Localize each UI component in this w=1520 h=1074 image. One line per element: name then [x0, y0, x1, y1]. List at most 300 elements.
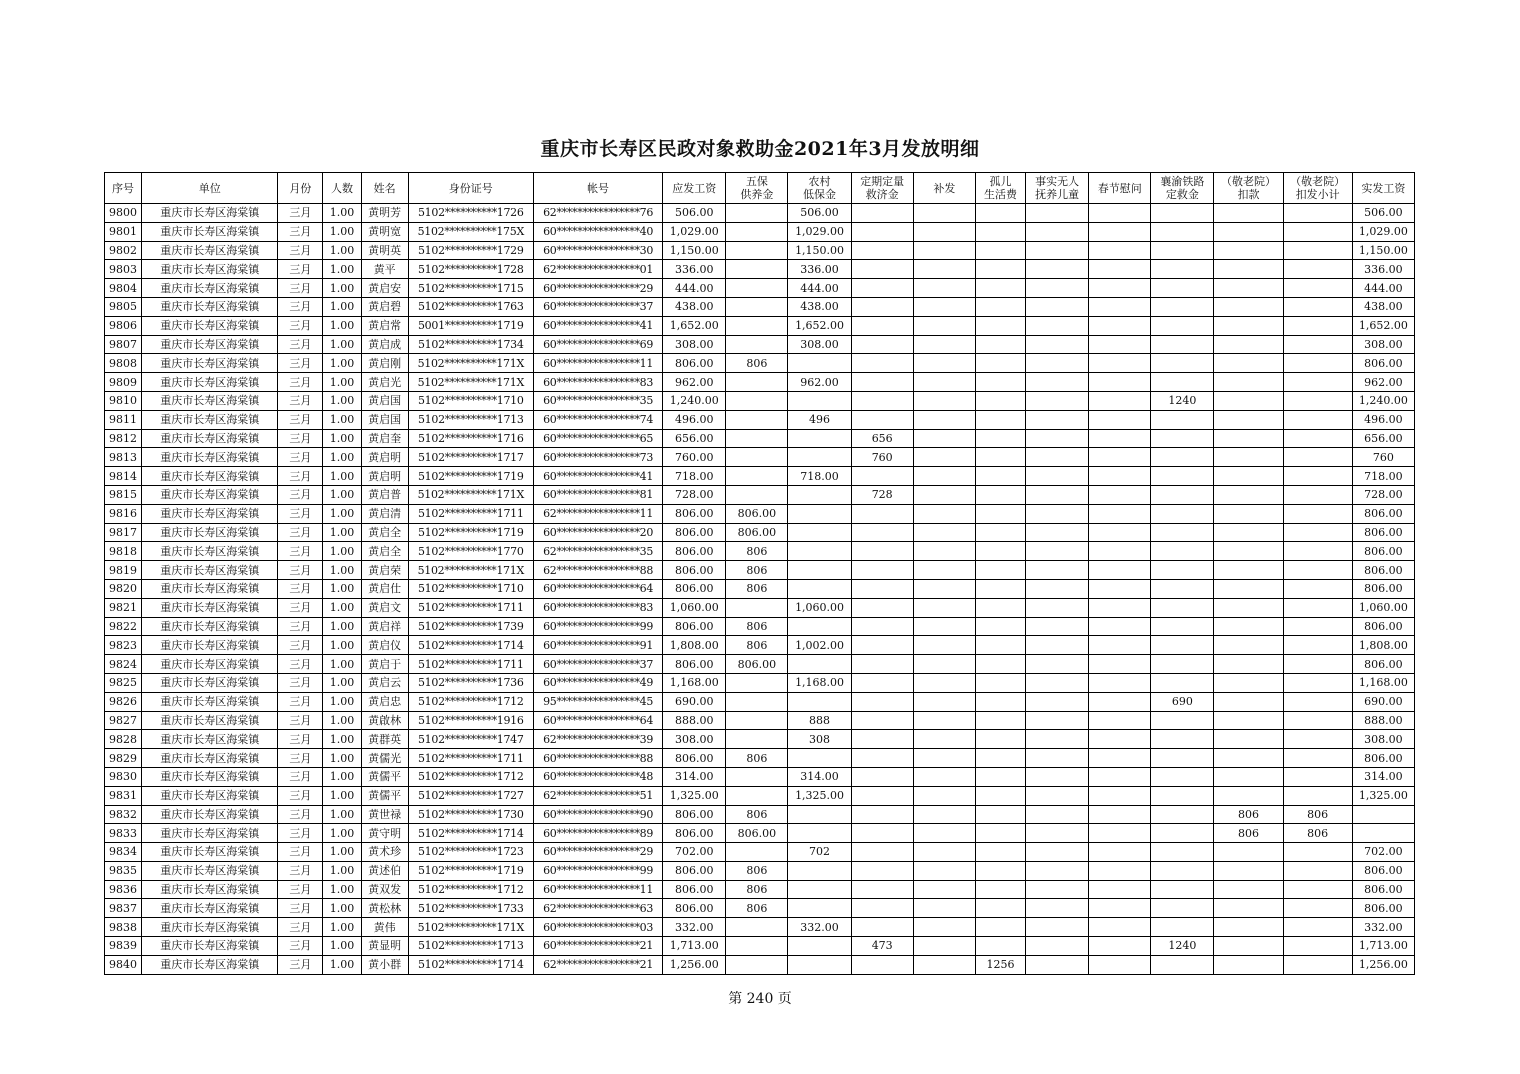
- table-cell: 1.00: [323, 955, 361, 974]
- table-cell: [1283, 448, 1352, 467]
- table-cell: [913, 880, 975, 899]
- table-cell: 三月: [278, 579, 323, 598]
- table-cell: [1026, 655, 1089, 674]
- table-cell: [851, 335, 913, 354]
- table-cell: [1214, 222, 1283, 241]
- table-cell: [788, 655, 851, 674]
- table-cell: [975, 598, 1025, 617]
- table-cell: [1214, 335, 1283, 354]
- table-cell: 332.00: [1352, 918, 1414, 937]
- table-cell: 9834: [105, 843, 142, 862]
- table-cell: 806: [726, 617, 788, 636]
- table-cell: [1151, 824, 1214, 843]
- table-cell: [1283, 373, 1352, 392]
- table-cell: 1.00: [323, 824, 361, 843]
- table-cell: 806: [726, 749, 788, 768]
- table-cell: [1214, 937, 1283, 956]
- table-cell: 62****************11: [533, 504, 662, 523]
- table-cell: 60****************65: [533, 429, 662, 448]
- table-cell: [726, 335, 788, 354]
- table-cell: 806: [1214, 805, 1283, 824]
- table-cell: 1.00: [323, 711, 361, 730]
- table-cell: [913, 260, 975, 279]
- table-cell: [913, 485, 975, 504]
- table-cell: 黄平: [361, 260, 408, 279]
- table-cell: [1089, 373, 1151, 392]
- table-cell: 重庆市长寿区海棠镇: [142, 542, 278, 561]
- table-cell: [1089, 786, 1151, 805]
- table-cell: [913, 297, 975, 316]
- table-cell: 5102**********1715: [408, 279, 533, 298]
- table-cell: 黄启仪: [361, 636, 408, 655]
- table-cell: [851, 241, 913, 260]
- table-cell: 9814: [105, 467, 142, 486]
- table-cell: 重庆市长寿区海棠镇: [142, 918, 278, 937]
- table-cell: [975, 824, 1025, 843]
- table-cell: 60****************41: [533, 316, 662, 335]
- table-cell: 806: [1283, 824, 1352, 843]
- table-cell: 三月: [278, 636, 323, 655]
- table-cell: [975, 899, 1025, 918]
- table-cell: 1.00: [323, 279, 361, 298]
- table-row: [105, 598, 1415, 617]
- table-cell: [851, 786, 913, 805]
- table-row: [105, 805, 1415, 824]
- table-cell: 806.00: [726, 523, 788, 542]
- table-cell: [726, 279, 788, 298]
- table-cell: [975, 843, 1025, 862]
- table-cell: 9818: [105, 542, 142, 561]
- table-cell: 1,168.00: [788, 673, 851, 692]
- table-row: [105, 673, 1415, 692]
- table-cell: 9827: [105, 711, 142, 730]
- table-cell: [1089, 880, 1151, 899]
- table-cell: [1283, 636, 1352, 655]
- table-cell: [788, 861, 851, 880]
- table-cell: 336.00: [788, 260, 851, 279]
- page-number: 第 240 页: [728, 991, 792, 1007]
- table-cell: 1,713.00: [663, 937, 726, 956]
- table-cell: [1151, 730, 1214, 749]
- table-cell: [788, 899, 851, 918]
- table-cell: [851, 617, 913, 636]
- table-row: [105, 749, 1415, 768]
- table-cell: [1214, 692, 1283, 711]
- table-cell: 1.00: [323, 504, 361, 523]
- table-cell: 1,652.00: [663, 316, 726, 335]
- table-cell: [913, 636, 975, 655]
- table-cell: [1151, 861, 1214, 880]
- table-cell: [1151, 636, 1214, 655]
- table-cell: [726, 222, 788, 241]
- table-cell: [913, 730, 975, 749]
- table-row: [105, 222, 1415, 241]
- table-cell: 重庆市长寿区海棠镇: [142, 467, 278, 486]
- table-cell: 806.00: [663, 504, 726, 523]
- table-cell: 5102**********175X: [408, 222, 533, 241]
- table-cell: 806.00: [726, 655, 788, 674]
- table-cell: [1283, 354, 1352, 373]
- table-cell: [975, 391, 1025, 410]
- table-cell: [1283, 504, 1352, 523]
- table-cell: 438.00: [1352, 297, 1414, 316]
- table-cell: 三月: [278, 373, 323, 392]
- table-cell: 60****************40: [533, 222, 662, 241]
- column-header: 实发工资: [1352, 173, 1414, 204]
- table-cell: [1151, 373, 1214, 392]
- table-cell: 806.00: [726, 504, 788, 523]
- table-cell: 5102**********1719: [408, 467, 533, 486]
- table-cell: 三月: [278, 655, 323, 674]
- table-cell: [1151, 204, 1214, 223]
- table-cell: 重庆市长寿区海棠镇: [142, 955, 278, 974]
- table-row: [105, 880, 1415, 899]
- table-cell: [1151, 786, 1214, 805]
- table-cell: 806.00: [663, 861, 726, 880]
- table-cell: 702: [788, 843, 851, 862]
- table-cell: 760: [1352, 448, 1414, 467]
- table-cell: 1,029.00: [1352, 222, 1414, 241]
- table-cell: 9804: [105, 279, 142, 298]
- table-cell: 三月: [278, 504, 323, 523]
- table-cell: 黄启成: [361, 335, 408, 354]
- table-cell: 9801: [105, 222, 142, 241]
- table-cell: [1026, 297, 1089, 316]
- table-cell: 重庆市长寿区海棠镇: [142, 786, 278, 805]
- table-cell: 690.00: [663, 692, 726, 711]
- table-cell: 308.00: [663, 335, 726, 354]
- table-cell: [975, 561, 1025, 580]
- table-cell: [1214, 373, 1283, 392]
- table-cell: [1089, 730, 1151, 749]
- table-cell: 9805: [105, 297, 142, 316]
- table-cell: [1089, 598, 1151, 617]
- table-cell: [913, 542, 975, 561]
- table-cell: 1.00: [323, 448, 361, 467]
- table-cell: [913, 504, 975, 523]
- table-cell: 1,029.00: [663, 222, 726, 241]
- table-cell: 9830: [105, 767, 142, 786]
- table-cell: 444.00: [663, 279, 726, 298]
- table-cell: 黄启仕: [361, 579, 408, 598]
- table-cell: [1151, 241, 1214, 260]
- table-cell: 黄启碧: [361, 297, 408, 316]
- table-cell: [851, 655, 913, 674]
- table-cell: [1214, 429, 1283, 448]
- table-cell: [851, 861, 913, 880]
- table-cell: [1214, 880, 1283, 899]
- table-cell: [726, 955, 788, 974]
- table-cell: [1214, 767, 1283, 786]
- table-cell: 5102**********1733: [408, 899, 533, 918]
- table-cell: [1214, 711, 1283, 730]
- table-cell: 黄明英: [361, 241, 408, 260]
- table-cell: 60****************83: [533, 373, 662, 392]
- table-cell: [788, 937, 851, 956]
- table-cell: 888.00: [1352, 711, 1414, 730]
- table-cell: [851, 279, 913, 298]
- table-cell: 1.00: [323, 204, 361, 223]
- table-cell: [851, 373, 913, 392]
- table-cell: [975, 260, 1025, 279]
- table-cell: 三月: [278, 749, 323, 768]
- table-cell: [1151, 410, 1214, 429]
- table-cell: 888: [788, 711, 851, 730]
- table-cell: 60****************99: [533, 861, 662, 880]
- table-row: [105, 824, 1415, 843]
- table-cell: [913, 467, 975, 486]
- table-cell: 三月: [278, 598, 323, 617]
- table-cell: 314.00: [1352, 767, 1414, 786]
- table-cell: 5102**********1710: [408, 391, 533, 410]
- table-cell: [1089, 918, 1151, 937]
- table-cell: [1151, 354, 1214, 373]
- table-cell: [975, 335, 1025, 354]
- table-cell: 三月: [278, 391, 323, 410]
- page-title: 重庆市长寿区民政对象救助金2021年3月发放明细: [540, 138, 980, 160]
- table-cell: [1089, 824, 1151, 843]
- table-cell: 5102**********171X: [408, 918, 533, 937]
- table-cell: [1283, 429, 1352, 448]
- table-cell: [851, 692, 913, 711]
- table-cell: 496: [788, 410, 851, 429]
- table-row: [105, 561, 1415, 580]
- table-cell: [1214, 504, 1283, 523]
- table-cell: 三月: [278, 918, 323, 937]
- table-cell: 9819: [105, 561, 142, 580]
- table-cell: [788, 354, 851, 373]
- table-cell: [1283, 241, 1352, 260]
- table-cell: [913, 786, 975, 805]
- table-row: [105, 354, 1415, 373]
- table-cell: 5102**********1711: [408, 598, 533, 617]
- table-cell: 1.00: [323, 843, 361, 862]
- table-cell: 60****************11: [533, 880, 662, 899]
- table-cell: [1283, 297, 1352, 316]
- relief-payment-table: [104, 172, 1415, 975]
- table-row: [105, 467, 1415, 486]
- table-cell: 62****************39: [533, 730, 662, 749]
- table-cell: [1089, 504, 1151, 523]
- table-cell: [851, 204, 913, 223]
- table-cell: 5102**********1747: [408, 730, 533, 749]
- table-cell: 1.00: [323, 373, 361, 392]
- table-cell: 806.00: [1352, 542, 1414, 561]
- table-cell: 1,150.00: [663, 241, 726, 260]
- table-cell: 806: [726, 542, 788, 561]
- table-cell: 黄启全: [361, 523, 408, 542]
- table-cell: 1.00: [323, 730, 361, 749]
- table-cell: 黄启常: [361, 316, 408, 335]
- table-cell: [1214, 204, 1283, 223]
- table-cell: [975, 504, 1025, 523]
- table-cell: [1026, 241, 1089, 260]
- table-cell: 496.00: [1352, 410, 1414, 429]
- table-cell: [851, 899, 913, 918]
- table-cell: [975, 373, 1025, 392]
- table-cell: [851, 222, 913, 241]
- table-cell: 444.00: [1352, 279, 1414, 298]
- table-cell: 重庆市长寿区海棠镇: [142, 636, 278, 655]
- table-cell: 506.00: [788, 204, 851, 223]
- table-cell: 三月: [278, 824, 323, 843]
- table-cell: [788, 617, 851, 636]
- table-cell: [1089, 354, 1151, 373]
- table-cell: 重庆市长寿区海棠镇: [142, 316, 278, 335]
- table-cell: [975, 805, 1025, 824]
- table-cell: [913, 655, 975, 674]
- table-cell: [726, 241, 788, 260]
- table-cell: [1151, 749, 1214, 768]
- table-cell: [788, 429, 851, 448]
- table-cell: 三月: [278, 561, 323, 580]
- table-cell: [913, 354, 975, 373]
- table-cell: 806: [726, 354, 788, 373]
- table-cell: 黄松林: [361, 899, 408, 918]
- table-cell: 1,150.00: [788, 241, 851, 260]
- table-cell: [851, 260, 913, 279]
- table-cell: [1089, 260, 1151, 279]
- table-cell: [975, 241, 1025, 260]
- table-cell: 9826: [105, 692, 142, 711]
- table-cell: [975, 429, 1025, 448]
- table-cell: 重庆市长寿区海棠镇: [142, 204, 278, 223]
- table-cell: 三月: [278, 786, 323, 805]
- table-cell: 60****************99: [533, 617, 662, 636]
- table-cell: 9802: [105, 241, 142, 260]
- table-cell: [1283, 316, 1352, 335]
- table-cell: 三月: [278, 241, 323, 260]
- table-cell: 5102**********1711: [408, 655, 533, 674]
- table-cell: [1151, 918, 1214, 937]
- table-cell: 60****************89: [533, 824, 662, 843]
- table-cell: 5102**********1728: [408, 260, 533, 279]
- table-row: [105, 617, 1415, 636]
- table-cell: 三月: [278, 429, 323, 448]
- table-cell: [726, 711, 788, 730]
- column-header: 序号: [105, 173, 142, 204]
- table-cell: 1.00: [323, 241, 361, 260]
- table-cell: [1089, 523, 1151, 542]
- table-cell: 三月: [278, 335, 323, 354]
- table-cell: [788, 561, 851, 580]
- table-cell: [913, 373, 975, 392]
- table-cell: 重庆市长寿区海棠镇: [142, 523, 278, 542]
- table-cell: 黄儒光: [361, 749, 408, 768]
- table-cell: 黄启明: [361, 467, 408, 486]
- table-cell: [851, 673, 913, 692]
- table-cell: [975, 636, 1025, 655]
- table-cell: 806.00: [1352, 354, 1414, 373]
- table-cell: [1026, 354, 1089, 373]
- table-cell: [913, 598, 975, 617]
- table-cell: [1214, 542, 1283, 561]
- table-row: [105, 448, 1415, 467]
- table-cell: [726, 260, 788, 279]
- table-cell: [913, 204, 975, 223]
- table-cell: [851, 749, 913, 768]
- table-cell: 5102**********171X: [408, 561, 533, 580]
- table-cell: [1026, 636, 1089, 655]
- table-cell: 重庆市长寿区海棠镇: [142, 692, 278, 711]
- table-cell: 62****************76: [533, 204, 662, 223]
- table-row: [105, 316, 1415, 335]
- table-cell: [1151, 880, 1214, 899]
- table-cell: 三月: [278, 260, 323, 279]
- table-cell: [726, 843, 788, 862]
- table-cell: [1026, 880, 1089, 899]
- table-cell: [1089, 448, 1151, 467]
- table-cell: [1026, 335, 1089, 354]
- table-cell: 308.00: [788, 335, 851, 354]
- table-cell: [851, 955, 913, 974]
- table-cell: [1026, 467, 1089, 486]
- table-cell: 1.00: [323, 749, 361, 768]
- table-cell: [1089, 711, 1151, 730]
- table-cell: [913, 767, 975, 786]
- table-cell: 806: [726, 861, 788, 880]
- table-cell: [913, 448, 975, 467]
- table-cell: 1,256.00: [1352, 955, 1414, 974]
- table-cell: [1151, 279, 1214, 298]
- table-cell: [975, 749, 1025, 768]
- table-cell: 三月: [278, 843, 323, 862]
- table-cell: [1026, 260, 1089, 279]
- table-row: [105, 767, 1415, 786]
- table-cell: [1089, 467, 1151, 486]
- table-cell: [1026, 824, 1089, 843]
- table-row: [105, 335, 1415, 354]
- table-cell: 重庆市长寿区海棠镇: [142, 504, 278, 523]
- table-cell: 1.00: [323, 899, 361, 918]
- table-cell: [1089, 861, 1151, 880]
- table-cell: [1214, 749, 1283, 768]
- table-cell: [1214, 448, 1283, 467]
- table-cell: [1214, 861, 1283, 880]
- table-cell: 806: [726, 805, 788, 824]
- table-cell: [851, 297, 913, 316]
- table-cell: 806: [1214, 824, 1283, 843]
- table-cell: 60****************03: [533, 918, 662, 937]
- table-cell: [1151, 297, 1214, 316]
- table-row: [105, 918, 1415, 937]
- column-header: 身份证号: [408, 173, 533, 204]
- table-cell: [1089, 955, 1151, 974]
- table-cell: [788, 542, 851, 561]
- column-header: 定期定量 救济金: [851, 173, 913, 204]
- table-cell: 三月: [278, 617, 323, 636]
- table-cell: 1240: [1151, 391, 1214, 410]
- column-header: 事实无人 抚养儿童: [1026, 173, 1089, 204]
- table-cell: [1283, 617, 1352, 636]
- table-cell: 9809: [105, 373, 142, 392]
- table-cell: 806.00: [663, 805, 726, 824]
- table-cell: 60****************20: [533, 523, 662, 542]
- table-cell: 9823: [105, 636, 142, 655]
- table-cell: [1214, 354, 1283, 373]
- table-cell: 806.00: [1352, 749, 1414, 768]
- table-cell: [1089, 485, 1151, 504]
- table-cell: [851, 410, 913, 429]
- table-cell: 1.00: [323, 391, 361, 410]
- table-cell: [1026, 918, 1089, 937]
- table-cell: 806.00: [663, 354, 726, 373]
- table-cell: 1.00: [323, 335, 361, 354]
- table-cell: [913, 955, 975, 974]
- table-cell: [726, 467, 788, 486]
- table-cell: [913, 241, 975, 260]
- table-cell: [851, 636, 913, 655]
